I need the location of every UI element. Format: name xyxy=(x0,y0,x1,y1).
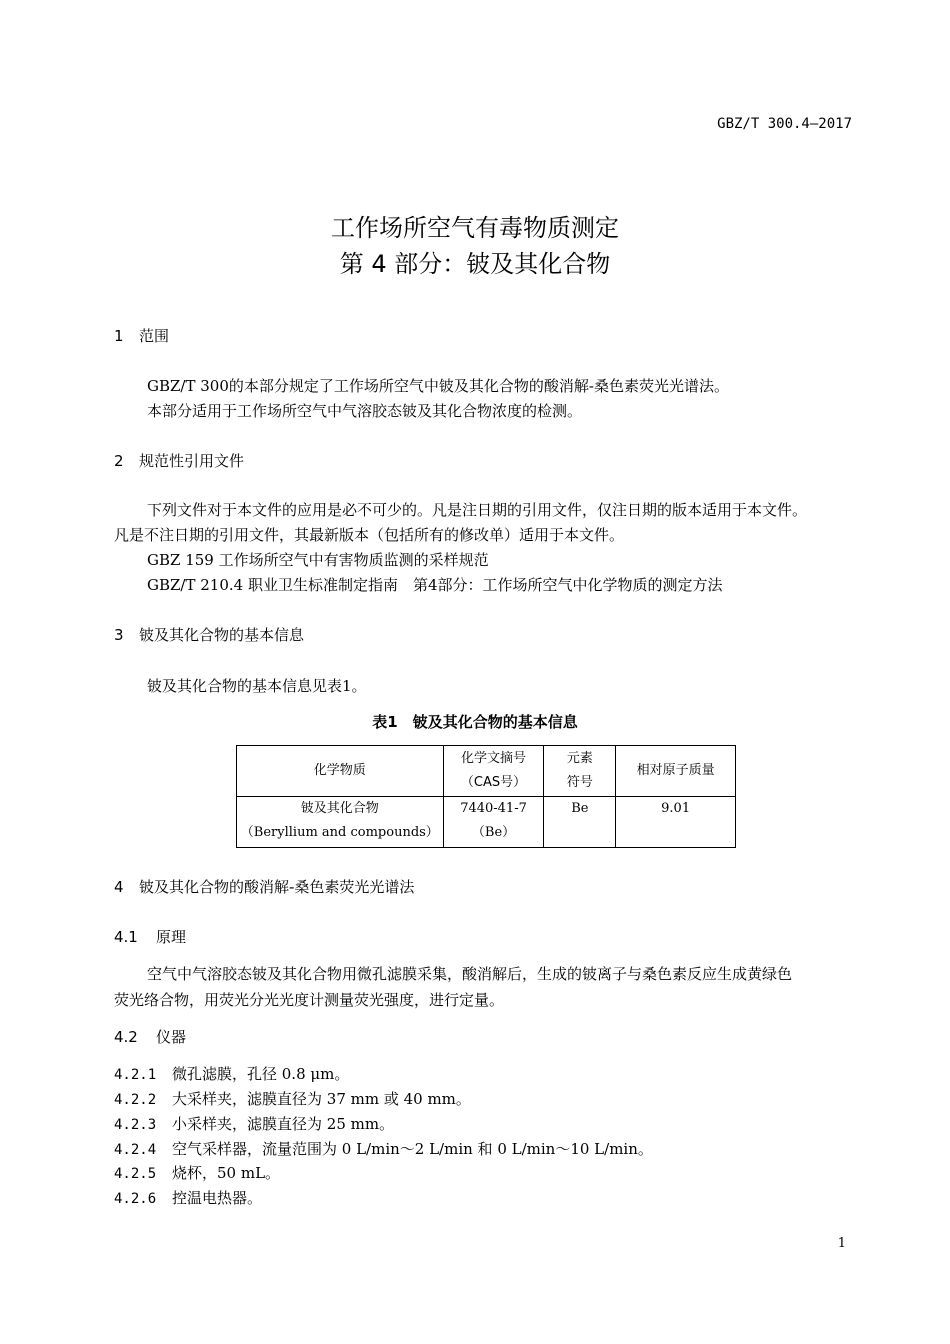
normative-reference-1: GBZ 159 工作场所空气中有害物质监测的采样规范 xyxy=(147,551,489,569)
header-cas: 化学文摘号 （CAS号） xyxy=(443,746,544,797)
section-title: 范围 xyxy=(139,327,170,345)
section-3-paragraph: 铍及其化合物的基本信息见表1。 xyxy=(147,677,367,695)
page-number: 1 xyxy=(837,1236,846,1251)
cell-substance: 铍及其化合物 （Beryllium and compounds） xyxy=(237,797,444,848)
section-number: 4 xyxy=(114,878,124,896)
section-number: 4.1 xyxy=(114,928,138,946)
section-1-paragraph-2: 本部分适用于工作场所空气中气溶胶态铍及其化合物浓度的检测。 xyxy=(147,402,583,420)
section-4-1-paragraph-line-2: 荧光络合物，用荧光分光光度计测量荧光强度，进行定量。 xyxy=(114,991,505,1009)
section-2-heading xyxy=(114,450,244,471)
section-number: 2 xyxy=(114,452,124,470)
list-item: 4.2.4 空气采样器，流量范围为 0 L/min～2 L/min 和 0 L/min～10 L/min。 xyxy=(114,1140,653,1158)
list-item: 4.2.2 大采样夹，滤膜直径为 37 mm 或 40 mm。 xyxy=(114,1090,471,1108)
section-number: 3 xyxy=(114,626,124,644)
document-title-line-1: 工作场所空气有毒物质测定 xyxy=(331,214,619,242)
section-2-paragraph-line-1: 下列文件对于本文件的应用是必不可少的。凡是注日期的引用文件，仅注日期的版本适用于本文件。 xyxy=(147,501,808,519)
normative-reference-2: GBZ/T 210.4 职业卫生标准制定指南 第4部分：工作场所空气中化学物质的测定方法 xyxy=(147,576,723,594)
section-3-heading xyxy=(114,624,304,645)
section-1-paragraph-1: GBZ/T 300的本部分规定了工作场所空气中铍及其化合物的酸消解-桑色素荧光光谱法。 xyxy=(147,377,729,395)
section-title: 铍及其化合物的酸消解-桑色素荧光光谱法 xyxy=(139,878,415,896)
header-atomic-mass: 相对原子质量 xyxy=(616,746,736,797)
section-4-2-heading xyxy=(114,1026,186,1047)
section-number: 1 xyxy=(114,327,124,345)
table-row xyxy=(237,797,736,848)
section-title: 仪器 xyxy=(156,1028,187,1046)
section-4-1-heading xyxy=(114,926,186,947)
cell-symbol: Be xyxy=(544,797,616,848)
section-title: 原理 xyxy=(156,928,187,946)
header-substance: 化学物质 xyxy=(237,746,444,797)
standard-code: GBZ/T 300.4—2017 xyxy=(717,116,852,132)
section-number: 4.2 xyxy=(114,1028,138,1046)
cell-cas: 7440-41-7 （Be） xyxy=(443,797,544,848)
basic-info-table xyxy=(236,745,736,848)
section-2-paragraph-line-2: 凡是不注日期的引用文件，其最新版本（包括所有的修改单）适用于本文件。 xyxy=(114,526,625,544)
table-caption: 表1 铍及其化合物的基本信息 xyxy=(372,713,578,731)
section-title: 规范性引用文件 xyxy=(139,452,245,470)
section-4-heading xyxy=(114,876,414,897)
section-1-heading xyxy=(114,325,169,346)
cell-atomic-mass: 9.01 xyxy=(616,797,736,848)
list-item: 4.2.1 微孔滤膜，孔径 0.8 μm。 xyxy=(114,1065,350,1083)
header-symbol: 元素 符号 xyxy=(544,746,616,797)
section-title: 铍及其化合物的基本信息 xyxy=(139,626,305,644)
list-item: 4.2.5 烧杯，50 mL。 xyxy=(114,1164,281,1182)
list-item: 4.2.3 小采样夹，滤膜直径为 25 mm。 xyxy=(114,1115,395,1133)
document-title-line-2: 第 4 部分：铍及其化合物 xyxy=(339,250,611,278)
table-header-row xyxy=(237,746,736,797)
list-item: 4.2.6 控温电热器。 xyxy=(114,1189,263,1207)
section-4-1-paragraph-line-1: 空气中气溶胶态铍及其化合物用微孔滤膜采集，酸消解后，生成的铍离子与桑色素反应生成黄绿色 xyxy=(147,965,793,983)
